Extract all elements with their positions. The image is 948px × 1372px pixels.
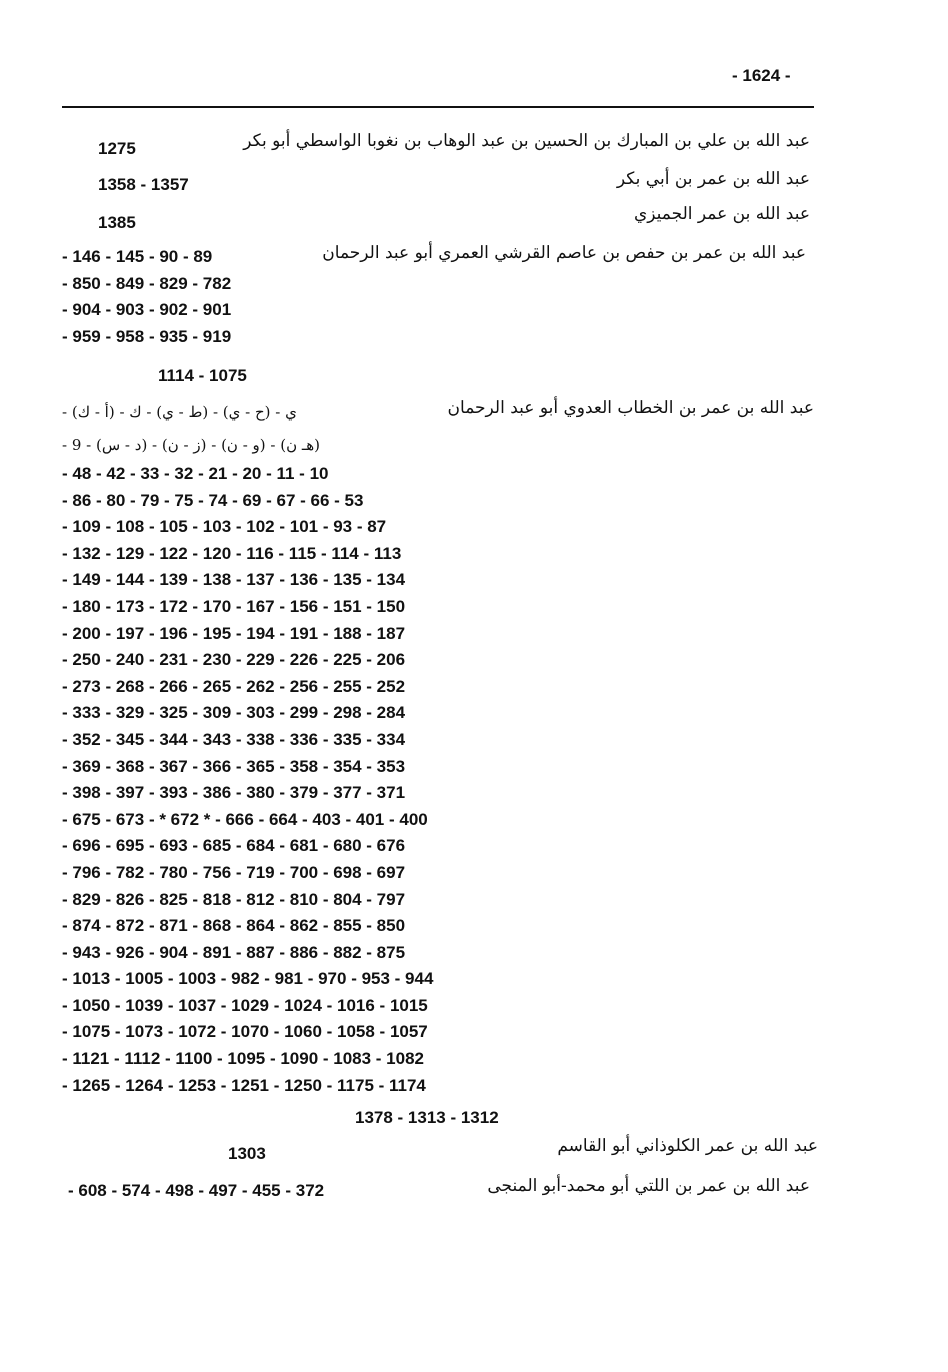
entry-refs: 1303 [228, 1144, 266, 1163]
refs-line: - 352 - 345 - 344 - 343 - 338 - 336 - 335 - 334 [62, 729, 406, 749]
refs-line: - 48 - 42 - 33 - 32 - 21 - 20 - 11 - 10 [62, 464, 329, 483]
refs-line: - 1050 - 1039 - 1037 - 1029 - 1024 - 1016 - 1015 [62, 995, 428, 1015]
refs-line: - 1121 - 1112 - 1100 - 1095 - 1090 - 1083 - 1082 [62, 1049, 425, 1069]
refs-line: - 333 - 329 - 325 - 309 - 303 - 299 - 298 - 284 [62, 703, 406, 723]
entry-name: عبد الله بن عمر بن حفص بن عاصم القرشي العمري أبو عبد الرحمان [322, 243, 806, 263]
refs-line: - 250 - 240 - 231 - 230 - 229 - 226 - 225 - 206 [62, 650, 406, 670]
refs-line: - 200 - 197 - 196 - 195 - 194 - 191 - 188 - 187 [62, 623, 406, 643]
refs-line: - 180 - 173 - 172 - 170 - 167 - 156 - 151 - 150 [62, 596, 406, 616]
entry-name: عبد الله بن عمر بن أبي بكر [616, 169, 810, 189]
refs-line: - 696 - 695 - 693 - 685 - 684 - 681 - 680 - 676 [62, 836, 406, 856]
refs-line: - 904 - 903 - 902 - 901 [62, 300, 232, 320]
refs-line: - 146 - 145 - 90 - 89 [62, 247, 213, 266]
refs-line: - 829 - 826 - 825 - 818 - 812 - 810 - 804 - 797 [62, 889, 406, 909]
entry-refs: - 608 - 574 - 498 - 497 - 455 - 372 [68, 1181, 325, 1200]
refs-line: - 1013 - 1005 - 1003 - 982 - 981 - 970 - 953 - 944 [62, 969, 434, 989]
refs-line: - 86 - 80 - 79 - 75 - 74 - 69 - 67 - 66 - 53 [62, 490, 364, 510]
refs-line: - 1265 - 1264 - 1253 - 1251 - 1250 - 1175 - 1174 [62, 1075, 426, 1095]
refs-line: - 675 - 673 - * 672 * - 666 - 664 - 403 - 401 - 400 [62, 809, 428, 829]
page-number: - 1624 - [732, 66, 791, 85]
refs-line: - 132 - 129 - 122 - 120 - 116 - 115 - 114 - 113 [62, 543, 402, 563]
refs-line: - 959 - 958 - 935 - 919 [62, 326, 232, 346]
entry-refs: 1385 [98, 213, 136, 232]
entry-refs-block [62, 461, 433, 1099]
refs-line: - 874 - 872 - 871 - 868 - 864 - 862 - 855 - 850 [62, 916, 406, 936]
entry-refs-block [62, 244, 231, 350]
refs-line: - 943 - 926 - 904 - 891 - 887 - 886 - 882 - 875 [62, 942, 406, 962]
refs-line: - 796 - 782 - 780 - 756 - 719 - 700 - 698 - 697 [62, 862, 406, 882]
entry-name: عبد الله بن علي بن المبارك بن الحسين بن عبد الوهاب بن نغوبا الواسطي أبو بكر [243, 131, 810, 151]
entry-refs-letters: (هـ ن) - (و - ن) - (ز - ن) - (د - س) - 9 - [62, 436, 321, 454]
refs-line: - 273 - 268 - 266 - 265 - 262 - 256 - 255 - 252 [62, 676, 406, 696]
refs-line: - 109 - 108 - 105 - 103 - 102 - 101 - 93 - 87 [62, 517, 387, 537]
entry-refs: 1275 [98, 139, 136, 158]
entry-refs: 1378 - 1313 - 1312 [355, 1108, 499, 1127]
refs-line: - 850 - 849 - 829 - 782 [62, 273, 232, 293]
refs-line: - 1075 - 1073 - 1072 - 1070 - 1060 - 1058 - 1057 [62, 1022, 428, 1042]
entry-name: عبد الله بن عمر الكلوذاني أبو القاسم [557, 1136, 818, 1156]
refs-line: - 369 - 368 - 367 - 366 - 365 - 358 - 354 - 353 [62, 756, 406, 776]
refs-line: - 149 - 144 - 139 - 138 - 137 - 136 - 135 - 134 [62, 570, 406, 590]
entry-refs: 1114 - 1075 [158, 366, 247, 385]
entry-refs-letters: ي - (ح - ي) - (ط - ي) - ك - (أ - ك) - [62, 403, 297, 421]
entry-name: عبد الله بن عمر بن الخطاب العدوي أبو عبد الرحمان [447, 398, 814, 418]
entry-name: عبد الله بن عمر الجميزي [633, 204, 810, 224]
entry-name: عبد الله بن عمر بن اللتي أبو محمد-أبو المنجى [487, 1176, 810, 1196]
refs-line: - 398 - 397 - 393 - 386 - 380 - 379 - 377 - 371 [62, 783, 406, 803]
header-rule [62, 106, 814, 108]
entry-refs: 1358 - 1357 [98, 175, 189, 194]
